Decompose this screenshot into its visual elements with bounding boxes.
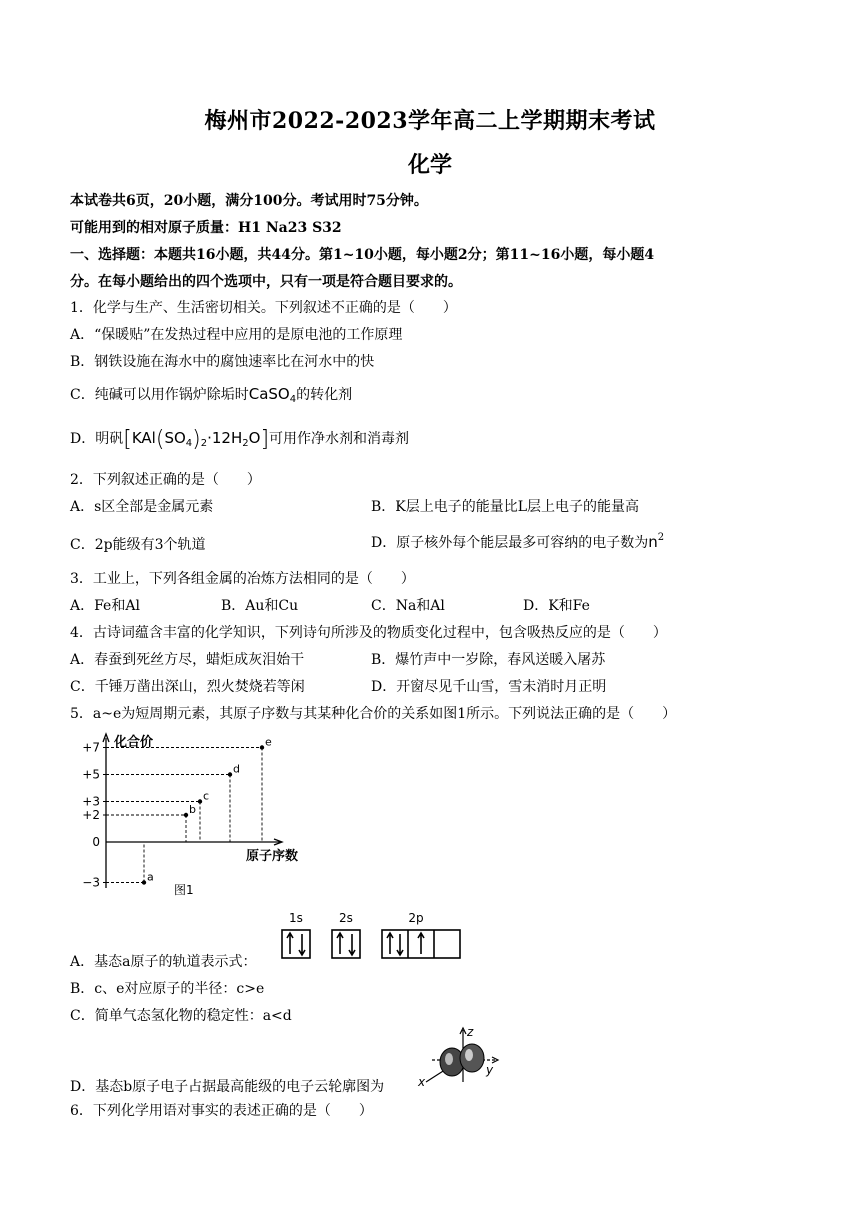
intro-line-2: 可能用到的相对原子质量：H1 Na23 S32 bbox=[70, 220, 342, 236]
q5-option-d: D．基态b原子电子占据最高能级的电子云轮廓图为 bbox=[70, 1079, 385, 1095]
intro-line-1: 本试卷共6页，20小题，满分100分。考试用时75分钟。 bbox=[70, 193, 428, 209]
q5-option-b: B．c、e对应原子的半径：c>e bbox=[70, 981, 265, 997]
axis-y-label: y bbox=[486, 1063, 494, 1077]
formula-part: O bbox=[248, 429, 261, 447]
q1-option-d-tail: 可用作净水剂和消毒剂 bbox=[269, 431, 410, 447]
y-tick-label: +7 bbox=[82, 740, 100, 755]
valence-chart bbox=[70, 728, 320, 900]
point-label-e: e bbox=[265, 735, 272, 749]
data-point-d bbox=[228, 772, 232, 776]
q3-option-c: C．Na和Al bbox=[371, 598, 445, 614]
y-tick-label: +5 bbox=[82, 767, 100, 782]
orbital-box-2p bbox=[382, 930, 460, 958]
formula-n: n bbox=[648, 533, 658, 551]
q2-option-b: B．K层上电子的能量比L层上电子的能量高 bbox=[371, 499, 640, 515]
q1-option-b: B．钢铁设施在海水中的腐蚀速率比在河水中的快 bbox=[70, 354, 375, 370]
q3-stem: 3．工业上，下列各组金属的冶炼方法相同的是（ ） bbox=[70, 571, 415, 587]
q5-stem: 5．a~e为短周期元素，其原子序数与其某种化合价的关系如图1所示。下列说法正确的是（ ） bbox=[70, 706, 677, 722]
data-point-c bbox=[198, 799, 202, 803]
y-tick-label: +2 bbox=[82, 808, 100, 822]
q1-formula-alum: $[KAl(SO_4)_2\cdot 12H_2O]$ bbox=[123, 427, 270, 452]
data-point-e bbox=[260, 745, 264, 749]
q6-stem: 6．下列化学用语对事实的表述正确的是（ ） bbox=[70, 1103, 373, 1119]
orbital-box-1s bbox=[282, 930, 310, 958]
q1-formula-caso4 bbox=[249, 385, 296, 403]
data-point-a bbox=[142, 880, 146, 884]
point-label-d: d bbox=[233, 762, 240, 776]
y-tick-label: 0 bbox=[92, 835, 100, 849]
q4-option-c: C．千锤万凿出深山，烈火焚烧若等闲 bbox=[70, 679, 305, 695]
q3-option-a: A．Fe和Al bbox=[70, 598, 140, 614]
q5-option-a-text: A．基态a原子的轨道表示式： bbox=[70, 954, 257, 970]
q2-option-a: A．s区全部是金属元素 bbox=[70, 499, 214, 515]
y-tick-label: −3 bbox=[82, 875, 100, 890]
q2-option-c: C．2p能级有3个轨道 bbox=[70, 537, 206, 553]
section-1-heading-b: 分。在每小题给出的四个选项中，只有一项是符合题目要求的。 bbox=[70, 274, 462, 290]
formula-subscript: 4 bbox=[289, 394, 297, 405]
formula-superscript: 2 bbox=[657, 532, 665, 543]
q2-option-d bbox=[371, 532, 664, 552]
q1-option-a: A．“保暖贴”在发热过程中应用的是原电池的工作原理 bbox=[70, 327, 403, 343]
q1-option-c-text: C．纯碱可以用作锅炉除垢时 bbox=[70, 387, 249, 403]
formula-text: CaSO bbox=[248, 385, 290, 403]
q1-option-c-tail: 的转化剂 bbox=[296, 387, 353, 403]
q3-option-b: B．Au和Cu bbox=[221, 598, 299, 614]
q1-option-d bbox=[70, 427, 409, 452]
q4-stem: 4．古诗词蕴含丰富的化学知识，下列诗句所涉及的物质变化过程中，包含吸热反应的是（ ） bbox=[70, 625, 667, 641]
q4-option-a: A．春蚕到死丝方尽，蜡炬成灰泪始干 bbox=[70, 652, 305, 668]
formula-part: KAl bbox=[131, 429, 156, 447]
q5-option-c: C．简单气态氢化物的稳定性：a<d bbox=[70, 1008, 292, 1024]
formula-subscript: 2 bbox=[200, 438, 208, 449]
q1-option-c bbox=[70, 384, 352, 405]
y-tick-label: +3 bbox=[82, 794, 100, 809]
p-orbital-cloud-icon bbox=[412, 1024, 504, 1090]
point-label-b: b bbox=[189, 803, 196, 816]
q1-stem: 1．化学与生产、生活密切相关。下列叙述不正确的是（ ） bbox=[70, 300, 457, 316]
formula-subscript: 4 bbox=[185, 438, 193, 449]
y-axis-label: 化合价 bbox=[114, 735, 154, 750]
q3-option-d: D．K和Fe bbox=[523, 598, 590, 614]
section-1-heading-a: 一、选择题：本题共16小题，共44分。第1~10小题，每小题2分；第11~16小题，每小题4 bbox=[70, 247, 655, 263]
orbital-label-2s: 2s bbox=[339, 911, 353, 925]
point-label-a: a bbox=[147, 870, 154, 884]
q4-option-d: D．开窗尽见千山雪，雪未消时月正明 bbox=[371, 679, 607, 695]
orbital-label-2p: 2p bbox=[408, 911, 424, 925]
axis-x-label: x bbox=[418, 1075, 426, 1089]
formula-part: ·12H bbox=[207, 429, 243, 447]
x-axis-label: 原子序数 bbox=[246, 849, 299, 864]
orbital-diagram bbox=[276, 908, 466, 966]
q5-option-a bbox=[70, 951, 256, 971]
orbital-label-1s: 1s bbox=[289, 911, 303, 925]
formula-subscript: 2 bbox=[242, 438, 249, 449]
q2-option-d-text: D．原子核外每个能层最多可容纳的电子数为 bbox=[371, 535, 649, 551]
q4-option-b: B．爆竹声中一岁除，春风送暖入屠苏 bbox=[371, 652, 606, 668]
axis-z-label: z bbox=[467, 1025, 474, 1039]
q2-stem: 2．下列叙述正确的是（ ） bbox=[70, 472, 261, 488]
exam-title: 梅州市2022-2023学年高二上学期期末考试 bbox=[204, 108, 656, 134]
chart-caption: 图1 bbox=[174, 883, 194, 897]
formula-part: SO bbox=[164, 429, 186, 447]
point-label-c: c bbox=[203, 789, 210, 803]
exam-subject: 化学 bbox=[407, 152, 452, 178]
orbital-box-2s bbox=[332, 930, 360, 958]
q1-option-d-text: D．明矾 bbox=[70, 431, 124, 447]
data-point-b bbox=[184, 813, 188, 817]
